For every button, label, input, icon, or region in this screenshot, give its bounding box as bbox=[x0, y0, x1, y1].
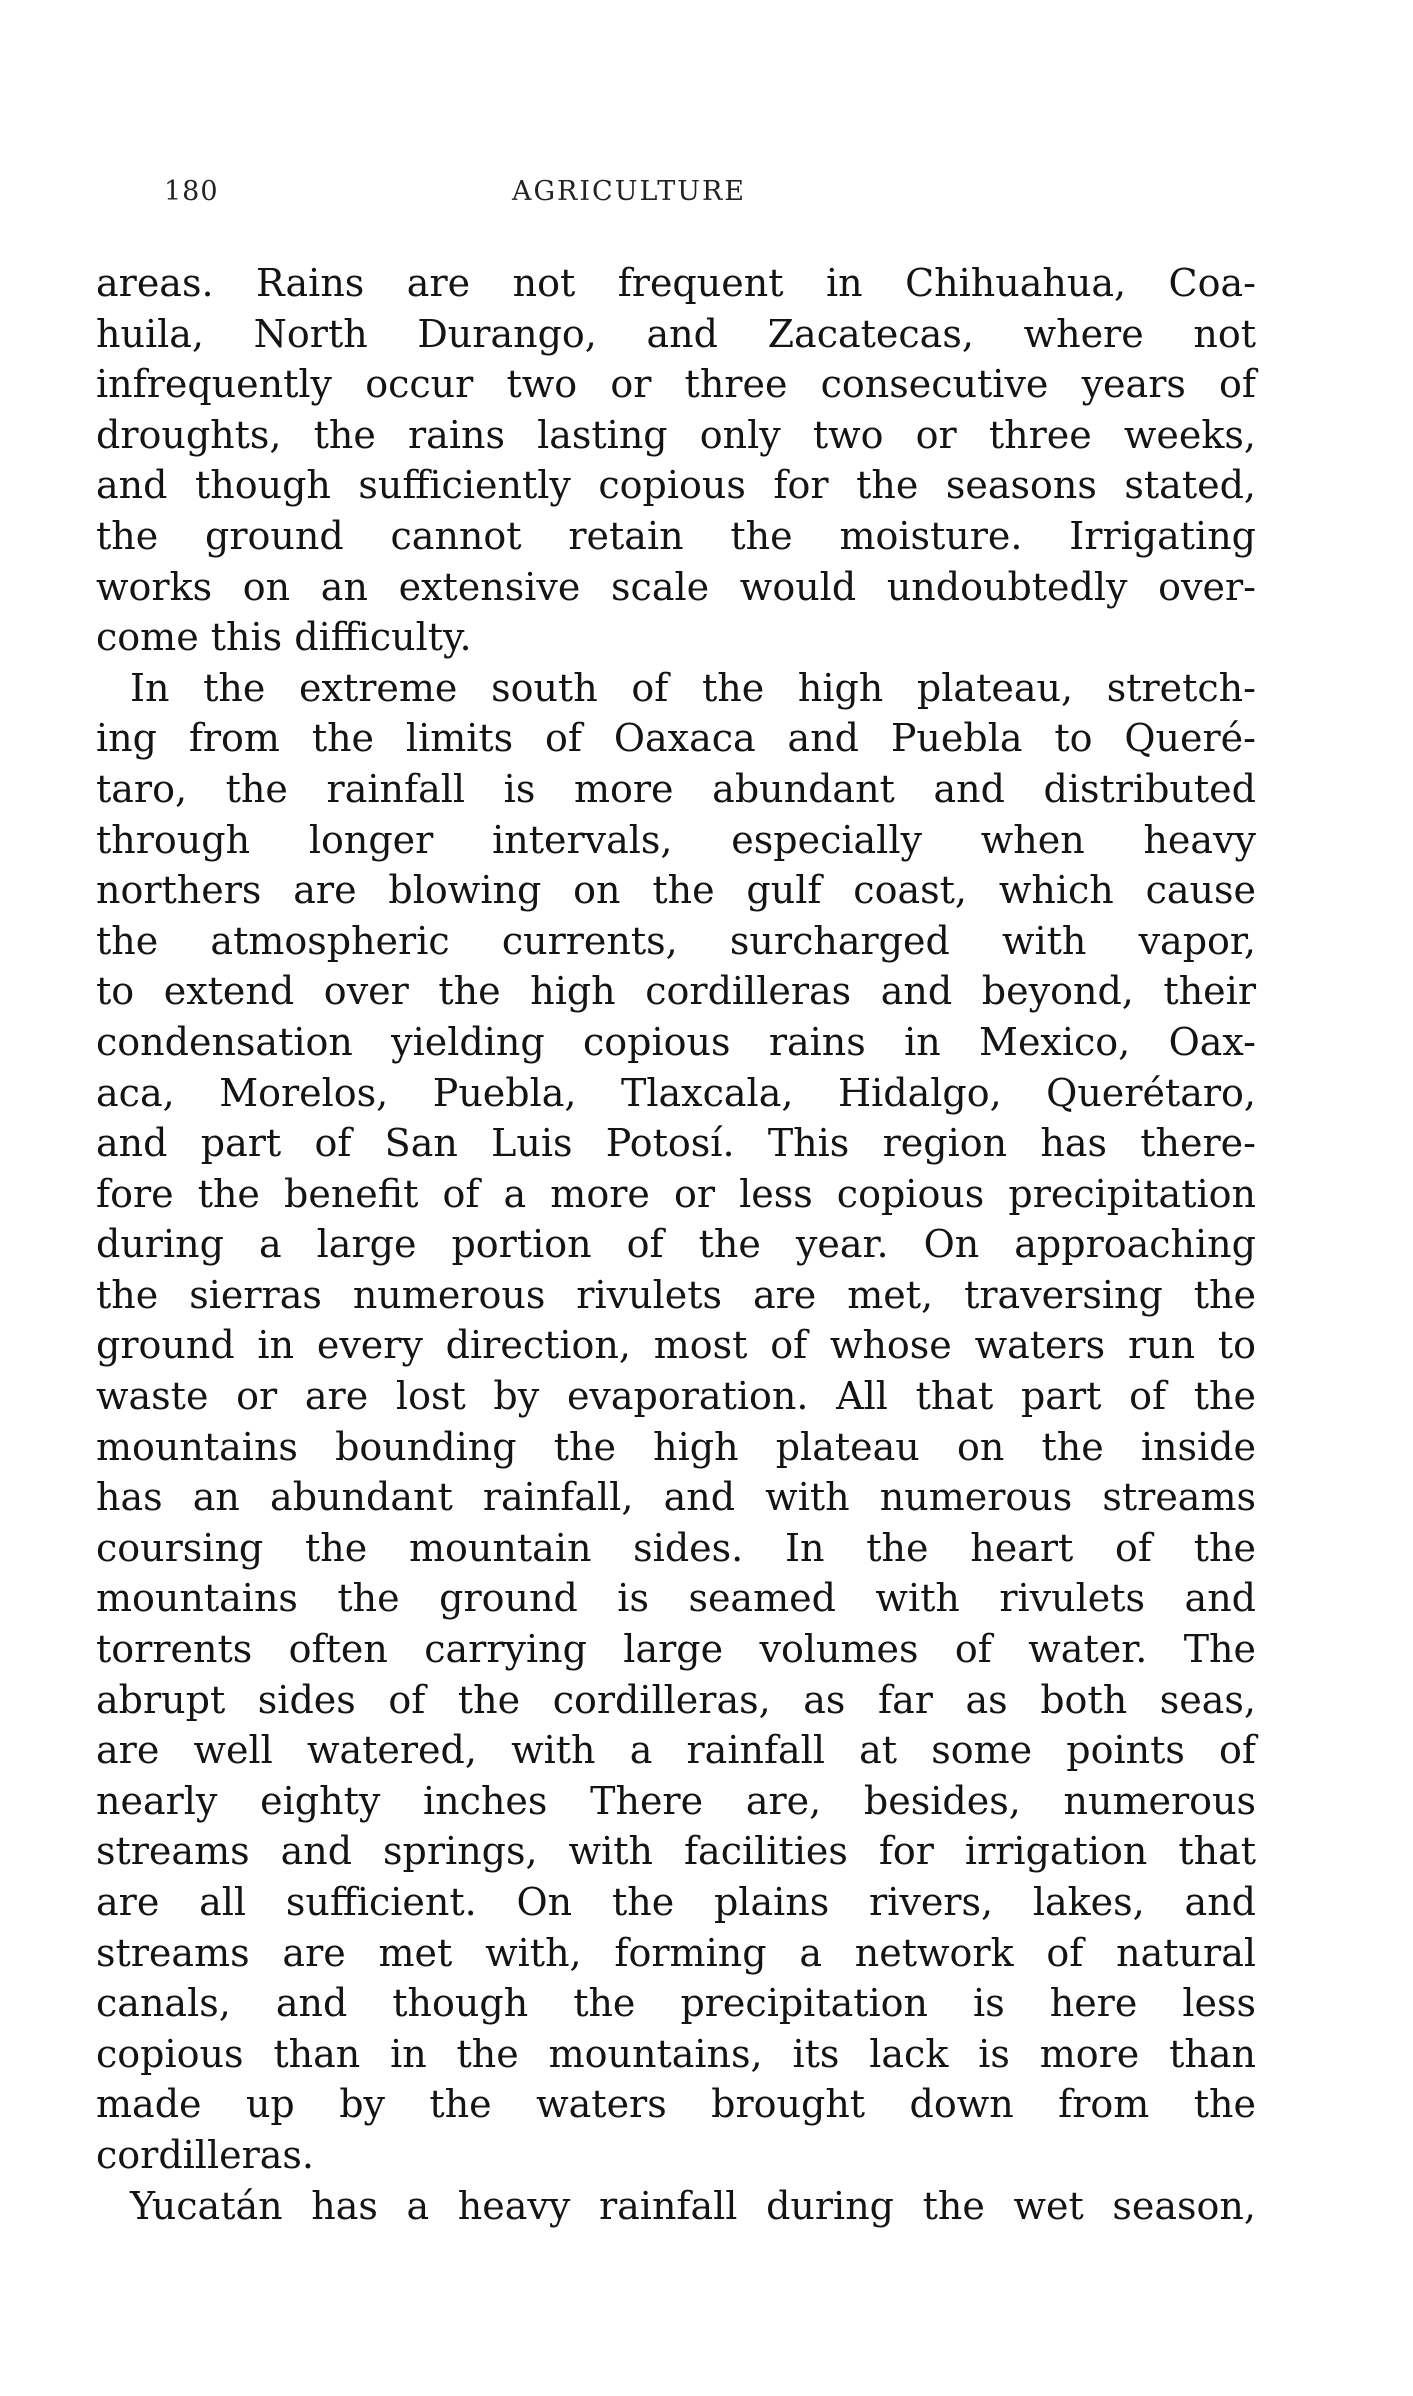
text-line: mountains the ground is seamed with rivulets and bbox=[96, 1576, 1256, 1621]
running-head: AGRICULTURE bbox=[511, 176, 746, 207]
text-line: waste or are lost by evaporation. All that part of the bbox=[96, 1374, 1256, 1419]
text-line: ground in every direction, most of whose waters run to bbox=[96, 1323, 1256, 1368]
text-line: coursing the mountain sides. In the heart of the bbox=[96, 1525, 1256, 1570]
text-line: come this difficulty. bbox=[96, 615, 472, 660]
text-line: has an abundant rainfall, and with numerous streams bbox=[96, 1475, 1256, 1520]
body-text bbox=[96, 258, 1256, 2231]
paragraph-first-line: Yucatán has a heavy rainfall during the wet season, bbox=[130, 2183, 1256, 2228]
text-line: aca, Morelos, Puebla, Tlaxcala, Hidalgo, Querétaro, bbox=[96, 1070, 1256, 1115]
text-line: works on an extensive scale would undoubtedly over- bbox=[96, 564, 1256, 609]
text-line: and part of San Luis Potosí. This region has there- bbox=[96, 1121, 1256, 1166]
text-line: streams and springs, with facilities for irrigation that bbox=[96, 1829, 1256, 1874]
text-line: fore the benefit of a more or less copious precipitation bbox=[96, 1171, 1256, 1216]
paragraph-first-line: In the extreme south of the high plateau, stretch- bbox=[130, 665, 1256, 710]
text-line: northers are blowing on the gulf coast, which cause bbox=[96, 868, 1256, 913]
text-line: the sierras numerous rivulets are met, traversing the bbox=[96, 1272, 1256, 1317]
text-line: made up by the waters brought down from the bbox=[96, 2082, 1256, 2127]
text-line: are all sufficient. On the plains rivers, lakes, and bbox=[96, 1880, 1256, 1924]
text-line: droughts, the rains lasting only two or three weeks, bbox=[96, 412, 1256, 457]
text-line: during a large portion of the year. On approaching bbox=[96, 1222, 1256, 1267]
text-line: torrents often carrying large volumes of water. The bbox=[96, 1627, 1256, 1672]
text-line: condensation yielding copious rains in Mexico, Oax- bbox=[96, 1019, 1256, 1064]
text-line: and though sufficiently copious for the seasons stated, bbox=[96, 463, 1256, 508]
text-line: abrupt sides of the cordilleras, as far as both seas, bbox=[96, 1677, 1256, 1722]
text-line: infrequently occur two or three consecutive years of bbox=[96, 362, 1256, 407]
text-line: the ground cannot retain the moisture. Irrigating bbox=[96, 513, 1256, 558]
text-line: canals, and though the precipitation is here less bbox=[96, 1981, 1256, 2026]
text-line: copious than in the mountains, its lack is more than bbox=[96, 2031, 1256, 2076]
text-line: mountains bounding the high plateau on the inside bbox=[96, 1424, 1256, 1469]
text-line: areas. Rains are not frequent in Chihuahua, Coa- bbox=[96, 261, 1256, 305]
page-number: 180 bbox=[164, 176, 219, 207]
text-line: are well watered, with a rainfall at some points of bbox=[96, 1728, 1256, 1773]
text-line: through longer intervals, especially when heavy bbox=[96, 817, 1256, 862]
text-line: streams are met with, forming a network of natural bbox=[96, 1930, 1256, 1975]
text-line: nearly eighty inches There are, besides, numerous bbox=[96, 1778, 1256, 1823]
page-header bbox=[164, 176, 1244, 216]
text-line: huila, North Durango, and Zacatecas, where not bbox=[96, 311, 1256, 356]
text-line: taro, the rainfall is more abundant and distributed bbox=[96, 766, 1256, 811]
text-line: ing from the limits of Oaxaca and Puebla to Queré- bbox=[96, 716, 1256, 761]
text-line: the atmospheric currents, surcharged with vapor, bbox=[96, 918, 1256, 963]
text-line: cordilleras. bbox=[96, 2132, 314, 2177]
text-line: to extend over the high cordilleras and beyond, their bbox=[96, 969, 1256, 1014]
